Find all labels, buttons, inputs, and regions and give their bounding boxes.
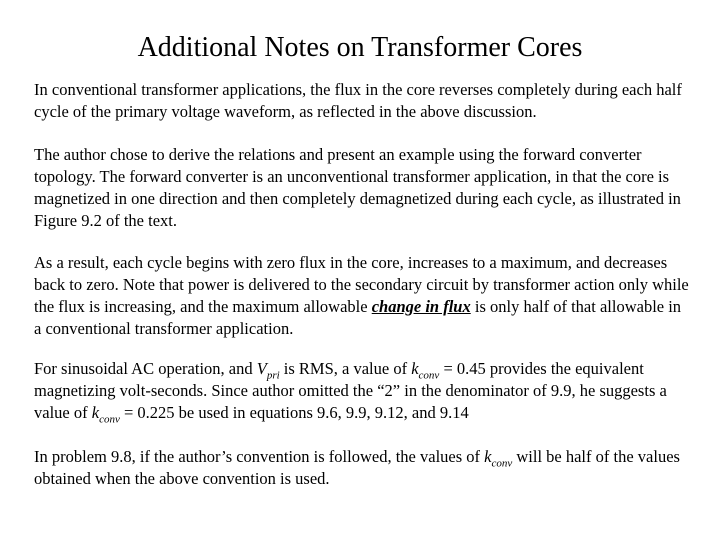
paragraph-forward-converter: The author chose to derive the relations and present an example using the forward converter topology. The forward converter is an unconventional transformer application, in that the core is magnetized in one direction and then completely demagnetized during each cycle, as illustrated in Figure 9.2 of the text. xyxy=(34,145,681,230)
symbol-k-conv-2: $k_{conv}$ xyxy=(91,403,120,426)
paragraph-problem-9-8 xyxy=(34,446,689,490)
flux-cycle-text-1: As a result, each cycle begins with zero flux in the core, increases to a maximum, and decreases back to zero. Note that power is delivered to the secondary circuit by transformer action only while the flux is increasing, and the maximum allowable xyxy=(34,253,689,316)
problem-text-1: In problem 9.8, if the author’s convention is followed, the values of xyxy=(34,447,485,466)
sinusoidal-text-1: For sinusoidal AC operation, and xyxy=(34,359,257,378)
slide-title: Additional Notes on Transformer Cores xyxy=(137,32,583,63)
paragraph-sinusoidal-kconv xyxy=(34,358,689,424)
sinusoidal-text-3: = 0.45 provides the equivalent magnetizing volt-seconds. Since author omitted the “2” in the denominator of 9.9, he suggests a value of xyxy=(34,359,667,422)
emphasis-change-in-flux: change in flux xyxy=(371,297,471,316)
problem-text-2: will be half of the values obtained when the above convention is used. xyxy=(34,447,680,488)
paragraph-conventional-flux: In conventional transformer applications, the flux in the core reverses completely during each half cycle of the primary voltage waveform, as reflected in the above discussion. xyxy=(34,80,682,121)
flux-cycle-text-2: is only half of that allowable in a conventional transformer application. xyxy=(34,297,682,338)
sinusoidal-text-4: = 0.225 be used in equations 9.6, 9.9, 9.12, and 9.14 xyxy=(119,403,469,422)
sinusoidal-text-2: is RMS, a value of xyxy=(279,359,412,378)
symbol-k-conv-3: $k_{conv}$ xyxy=(484,447,513,470)
symbol-k-conv-1: $k_{conv}$ xyxy=(411,359,440,382)
paragraph-flux-cycle xyxy=(34,252,689,340)
symbol-v-pri: $V_{pri}$ xyxy=(256,359,280,382)
